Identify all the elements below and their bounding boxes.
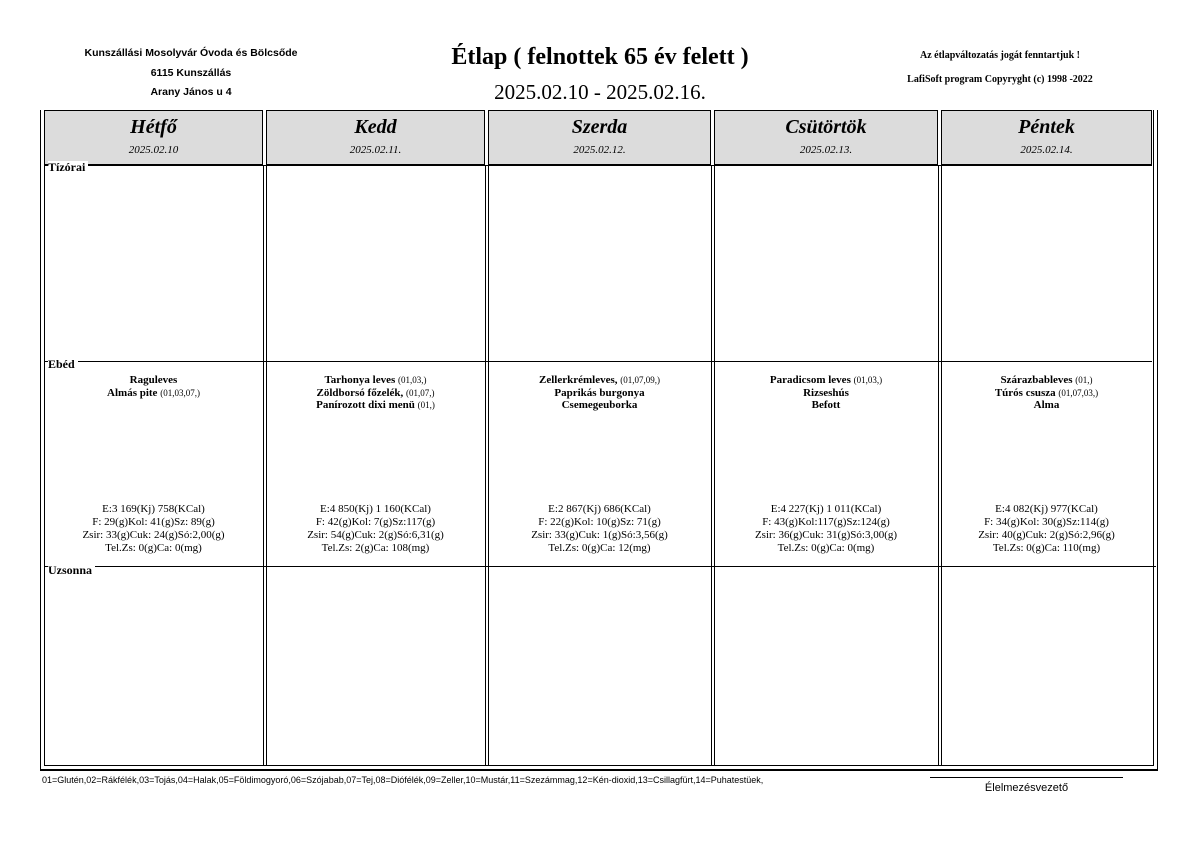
org-street: Arany János u 4 bbox=[150, 86, 232, 98]
saturated-fat-line: Tel.Zs: 0(g)Ca: 110(mg) bbox=[992, 542, 1101, 554]
column-divider bbox=[263, 165, 264, 765]
dish-name: Paprikás burgonya bbox=[554, 386, 645, 399]
menu-table-inner-frame bbox=[44, 110, 1154, 766]
date-range: 2025.02.10 - 2025.02.16. bbox=[494, 80, 706, 104]
dish-line bbox=[266, 387, 485, 400]
day-header-wednesday bbox=[488, 110, 711, 165]
allergen-codes: (01,03,) bbox=[853, 375, 883, 385]
day-header-monday bbox=[44, 110, 263, 165]
day-name: Kedd bbox=[354, 116, 397, 138]
column-divider bbox=[714, 165, 715, 765]
nutrition-info-tuesday bbox=[266, 503, 485, 555]
protein-line: F: 34(g)Kol: 30(g)Sz:114(g) bbox=[984, 516, 1109, 528]
protein-line: F: 43(g)Kol:117(g)Sz:124(g) bbox=[762, 516, 890, 528]
energy-line: E:4 850(Kj) 1 160(KCal) bbox=[320, 503, 431, 515]
row-divider bbox=[44, 361, 1152, 362]
column-divider bbox=[488, 165, 489, 765]
day-header-tuesday bbox=[266, 110, 485, 165]
org-name: Kunszállási Mosolyvár Óvoda és Bölcsőde bbox=[84, 47, 298, 59]
dish-name: Paradicsom leves bbox=[769, 374, 851, 386]
nutrition-info-monday bbox=[44, 503, 263, 555]
allergen-codes: (01,03,07,) bbox=[160, 387, 200, 398]
row-divider bbox=[44, 566, 1156, 567]
allergen-codes: (01,) bbox=[1075, 375, 1093, 385]
fat-line: Zsir: 40(g)Cuk: 2(g)Só:2,96(g) bbox=[978, 529, 1115, 541]
dish-name: Csemegeuborka bbox=[561, 399, 638, 411]
column-divider bbox=[938, 165, 939, 765]
dish-line bbox=[488, 374, 711, 387]
dish-line bbox=[44, 374, 263, 387]
day-name: Hétfő bbox=[130, 116, 177, 138]
dish-name: Befott bbox=[811, 399, 841, 411]
row-divider bbox=[44, 165, 1152, 166]
section-label-afternoon-snack: Uzsonna bbox=[48, 564, 95, 577]
allergen-codes: (01,07,09,) bbox=[620, 375, 660, 385]
dish-name: Alma bbox=[1033, 399, 1060, 411]
column-divider bbox=[711, 165, 712, 765]
fat-line: Zsir: 33(g)Cuk: 1(g)Só:3,56(g) bbox=[531, 529, 668, 541]
dish-line bbox=[941, 387, 1152, 400]
dish-name: Túrós csusza bbox=[994, 386, 1056, 399]
day-date: 2025.02.13. bbox=[799, 144, 853, 156]
allergen-codes: (01,) bbox=[417, 400, 435, 410]
organization-info bbox=[60, 44, 322, 103]
dish-name: Panírozott dixi menü bbox=[316, 399, 415, 411]
dish-line bbox=[714, 399, 938, 412]
dish-name: Szárazbableves bbox=[1000, 374, 1073, 386]
dish-line bbox=[266, 399, 485, 412]
day-name: Péntek bbox=[1018, 116, 1075, 138]
energy-line: E:4 082(Kj) 977(KCal) bbox=[995, 503, 1098, 515]
change-notice: Az étlapváltozatás jogát fenntartjuk ! bbox=[920, 50, 1080, 61]
protein-line: F: 42(g)Kol: 7(g)Sz:117(g) bbox=[315, 516, 436, 528]
org-zip-city: 6115 Kunszállás bbox=[150, 66, 232, 79]
fat-line: Zsir: 33(g)Cuk: 24(g)Só:2,00(g) bbox=[82, 529, 225, 541]
saturated-fat-line: Tel.Zs: 0(g)Ca: 0(mg) bbox=[777, 542, 875, 554]
allergen-codes: (01,07,) bbox=[406, 387, 435, 398]
lunch-cell-tuesday bbox=[266, 374, 485, 434]
dish-name: Tarhonya leves bbox=[324, 374, 396, 386]
dish-name: Rizseshús bbox=[803, 386, 849, 399]
dish-line bbox=[488, 399, 711, 412]
day-date: 2025.02.14. bbox=[1020, 144, 1073, 156]
energy-line: E:4 227(Kj) 1 011(KCal) bbox=[770, 503, 882, 515]
energy-line: E:2 867(Kj) 686(KCal) bbox=[548, 503, 651, 515]
allergen-codes: (01,07,03,) bbox=[1058, 387, 1099, 398]
column-divider bbox=[266, 165, 267, 765]
dish-line bbox=[941, 399, 1152, 412]
day-name: Csütörtök bbox=[785, 116, 867, 138]
dish-name: Almás pite bbox=[107, 386, 158, 399]
nutrition-info-thursday bbox=[714, 503, 938, 555]
day-date: 2025.02.11. bbox=[349, 144, 402, 156]
allergen-codes: (01,03,) bbox=[398, 375, 427, 385]
day-date: 2025.02.10 bbox=[128, 144, 179, 156]
signature-label: Élelmezésvezető bbox=[984, 782, 1069, 794]
saturated-fat-line: Tel.Zs: 0(g)Ca: 0(mg) bbox=[105, 542, 202, 554]
protein-line: F: 29(g)Kol: 41(g)Sz: 89(g) bbox=[92, 516, 215, 528]
fat-line: Zsir: 54(g)Cuk: 2(g)Só:6,31(g) bbox=[307, 529, 444, 541]
day-header-friday bbox=[941, 110, 1152, 165]
column-divider bbox=[941, 165, 942, 765]
lunch-cell-wednesday bbox=[488, 374, 711, 434]
nutrition-info-friday bbox=[941, 503, 1152, 555]
dish-line bbox=[941, 374, 1152, 387]
energy-line: E:3 169(Kj) 758(KCal) bbox=[102, 503, 205, 515]
section-label-morning-snack: Tízórai bbox=[48, 161, 88, 174]
dish-line bbox=[714, 387, 938, 400]
protein-line: F: 22(g)Kol: 10(g)Sz: 71(g) bbox=[538, 516, 661, 528]
dish-line bbox=[266, 374, 485, 387]
lunch-cell-monday bbox=[44, 374, 263, 434]
saturated-fat-line: Tel.Zs: 0(g)Ca: 12(mg) bbox=[548, 542, 651, 554]
dish-name: Raguleves bbox=[129, 374, 178, 386]
saturated-fat-line: Tel.Zs: 2(g)Ca: 108(mg) bbox=[321, 542, 430, 554]
signature-line bbox=[930, 777, 1123, 778]
dish-name: Zöldborsó főzelék, bbox=[316, 386, 404, 399]
day-name: Szerda bbox=[571, 116, 628, 138]
page-title: Étlap ( felnottek 65 év felett ) bbox=[451, 44, 749, 70]
lunch-cell-friday bbox=[941, 374, 1152, 434]
copyright-text: LafiSoft program Copyryght (c) 1998 -2022 bbox=[907, 74, 1093, 85]
section-label-lunch: Ebéd bbox=[48, 358, 78, 371]
dish-line bbox=[44, 387, 263, 400]
lunch-cell-thursday bbox=[714, 374, 938, 434]
dish-name: Zellerkrémleves, bbox=[539, 374, 618, 386]
day-date: 2025.02.12. bbox=[573, 144, 626, 156]
nutrition-info-wednesday bbox=[488, 503, 711, 555]
column-divider bbox=[485, 165, 486, 765]
fat-line: Zsir: 36(g)Cuk: 31(g)Só:3,00(g) bbox=[754, 529, 898, 541]
dish-line bbox=[488, 387, 711, 400]
dish-line bbox=[714, 374, 938, 387]
day-header-thursday bbox=[714, 110, 938, 165]
allergen-legend: 01=Glutén,02=Rákfélék,03=Tojás,04=Halak,05=Földimogyoró,06=Szójabab,07=Tej,08=Diófélék,09=Zeller,10=Mustár,11=Szezámmag,12=Kén-dioxid,13=Csillagfürt,14=Puhatestüek, bbox=[42, 775, 764, 785]
